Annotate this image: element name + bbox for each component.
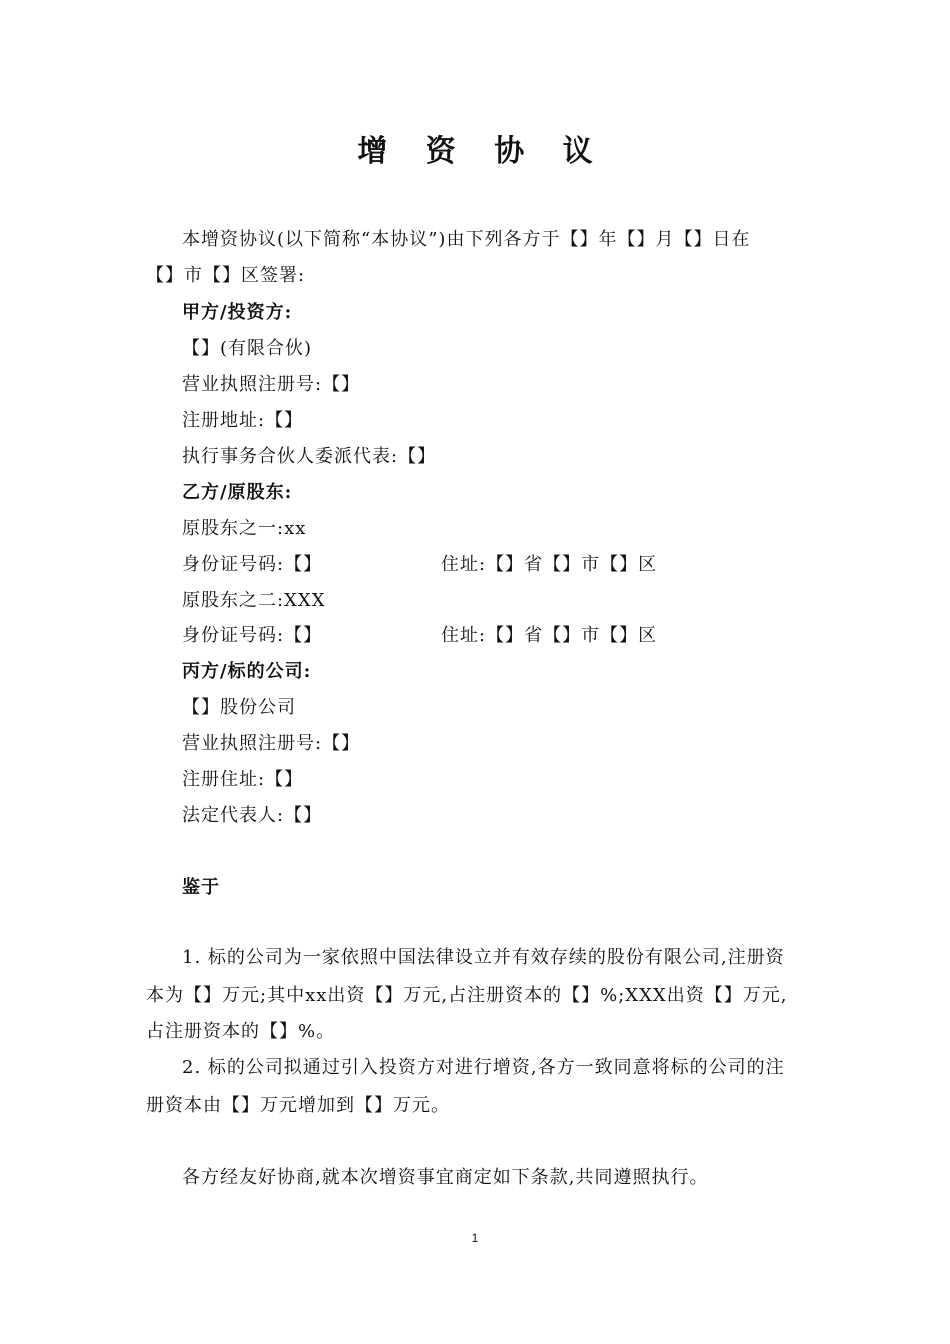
whereas-item1-line2: 本为【】万元;其中xx出资【】万元,占注册资本的【】%;XXX出资【】万元, [146,985,788,1006]
shareholder2-id: 身份证号码:【】 [182,625,323,646]
party-c-registration: 营业执照注册号:【】 [182,733,361,754]
party-a-registration: 营业执照注册号:【】 [182,374,361,395]
party-a-name: 【】(有限合伙) [182,338,313,359]
closing-paragraph: 各方经友好协商,就本次增资事宜商定如下条款,共同遵照执行。 [182,1167,709,1188]
shareholder2-name: 原股东之二:XXX [182,590,326,611]
whereas-heading: 鉴于 [182,877,220,898]
intro-line-1: 本增资协议(以下简称“本协议”)由下列各方于【】年【】月【】日在 [182,229,751,250]
party-c-legal-rep: 法定代表人:【】 [182,805,323,826]
party-c-address: 注册住址:【】 [182,769,304,790]
whereas-item2-line2: 册资本由【】万元增加到【】万元。 [146,1095,450,1116]
shareholder2-address: 住址:【】省【】市【】区 [441,625,658,646]
shareholder1-id: 身份证号码:【】 [182,554,323,575]
party-c-name: 【】股份公司 [182,697,296,718]
page-number: 1 [471,1231,479,1245]
shareholder1-name: 原股东之一:xx [182,518,307,539]
party-a-heading: 甲方/投资方: [182,302,293,323]
party-c-heading: 丙方/标的公司: [182,661,312,682]
party-a-address: 注册地址:【】 [182,410,304,431]
intro-line-2: 【】市【】区签署: [146,265,306,286]
shareholder1-address: 住址:【】省【】市【】区 [441,554,658,575]
whereas-item1-line3: 占注册资本的【】%。 [146,1021,336,1042]
party-b-heading: 乙方/原股东: [182,482,293,503]
party-a-representative: 执行事务合伙人委派代表:【】 [182,446,437,467]
document-title: 增 资 协 议 [357,134,607,169]
whereas-item1-line1: 1. 标的公司为一家依照中国法律设立并有效存续的股份有限公司,注册资 [182,947,785,968]
whereas-item2-line1: 2. 标的公司拟通过引入投资方对进行增资,各方一致同意将标的公司的注 [182,1057,785,1078]
